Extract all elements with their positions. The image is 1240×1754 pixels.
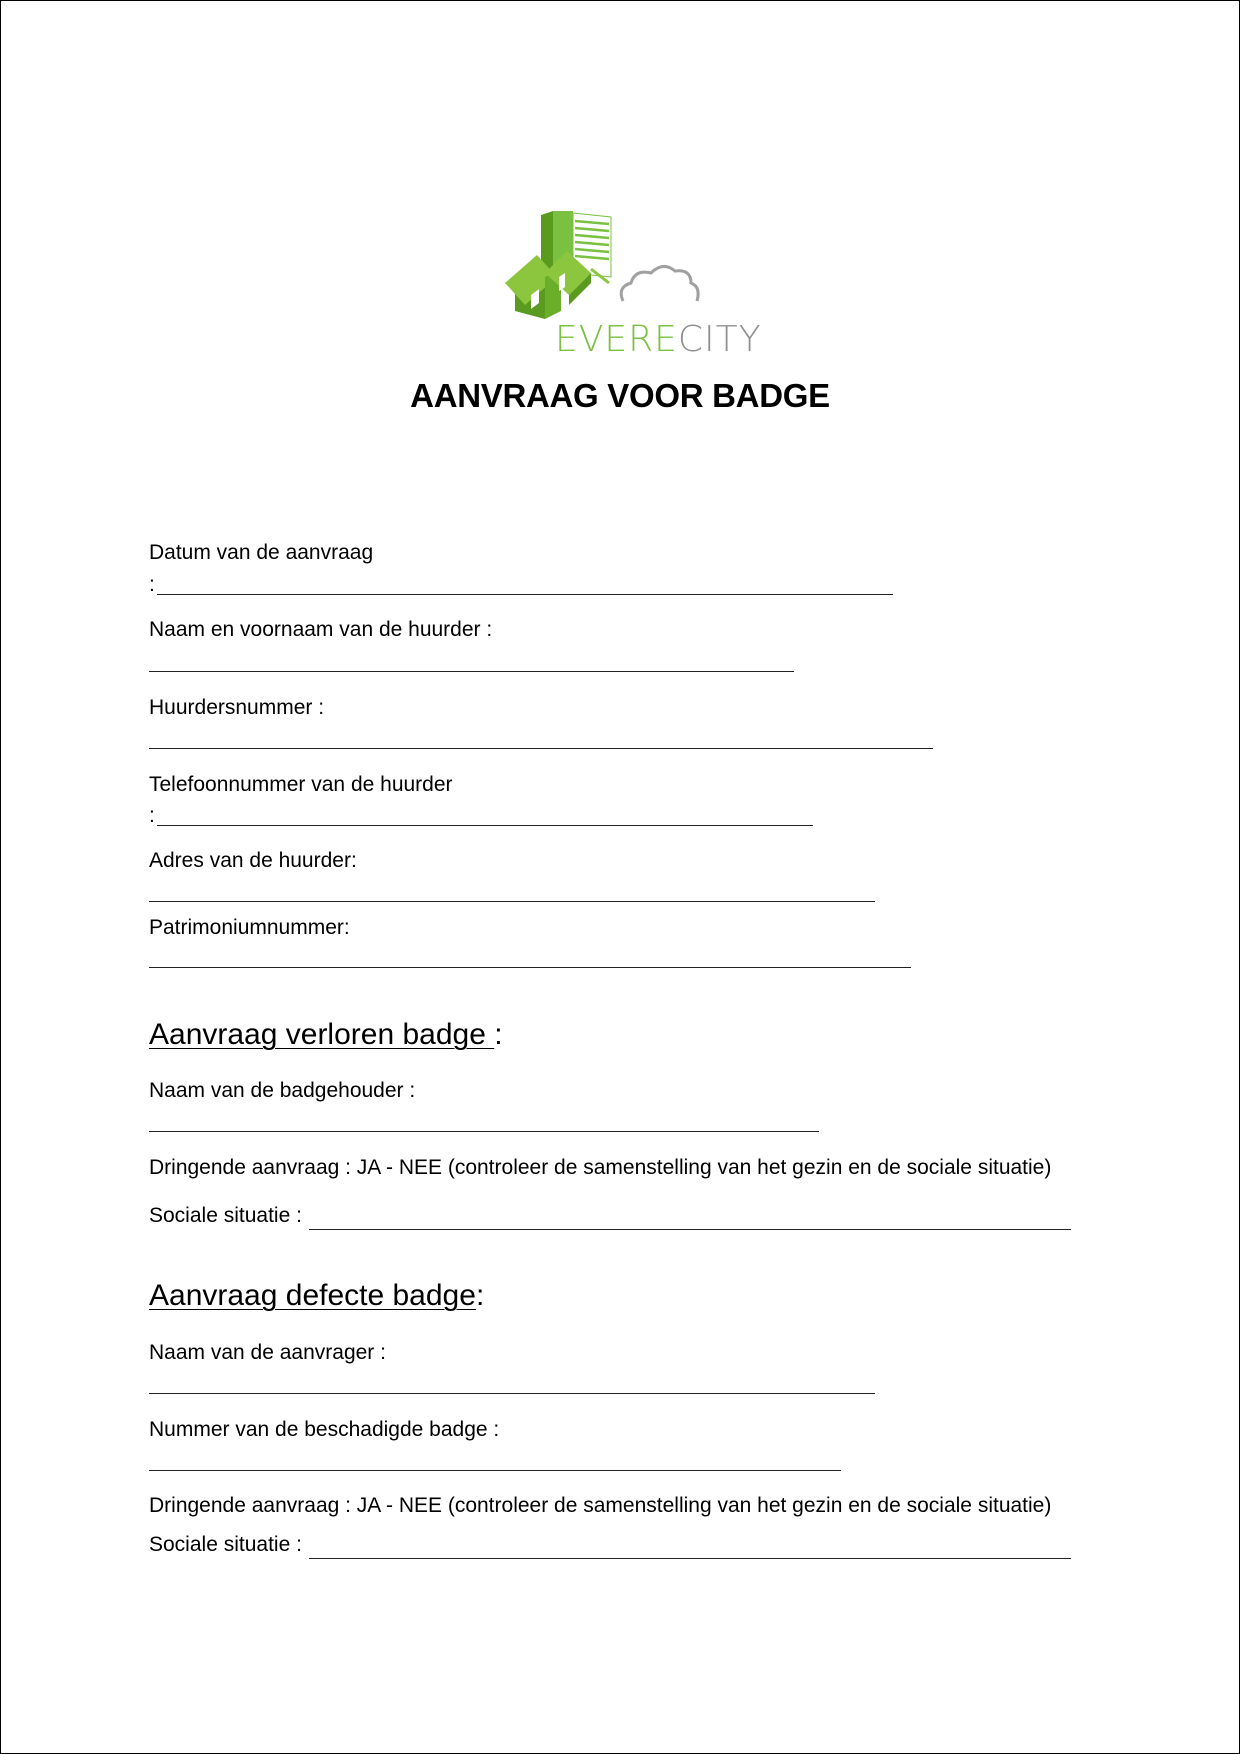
label-social-defect: Sociale situatie : xyxy=(149,1533,302,1556)
field-tenant-number[interactable] xyxy=(149,748,933,749)
label-tenant-address: Adres van de huurder: xyxy=(149,849,357,872)
heading-lost-badge xyxy=(149,1018,503,1052)
heading-lost-badge-colon: : xyxy=(494,1018,503,1051)
field-social-lost[interactable] xyxy=(309,1229,1071,1230)
brand-name xyxy=(555,319,762,360)
heading-defect-badge xyxy=(149,1279,484,1313)
heading-defect-badge-colon: : xyxy=(475,1279,485,1312)
label-patrimony-number: Patrimoniumnummer: xyxy=(149,916,350,939)
field-requester-name[interactable] xyxy=(149,1393,875,1394)
label-requester-name: Naam van de aanvrager : xyxy=(149,1341,386,1364)
label-social-lost: Sociale situatie : xyxy=(149,1204,302,1227)
label-request-date: Datum van de aanvraag xyxy=(149,541,374,564)
heading-lost-badge-text: Aanvraag verloren badge xyxy=(149,1018,495,1051)
everecity-logo xyxy=(505,211,762,361)
building-logo-icon xyxy=(505,211,735,321)
field-tenant-name[interactable] xyxy=(149,671,794,672)
field-damaged-badge-number[interactable] xyxy=(149,1470,841,1471)
field-tenant-phone[interactable] xyxy=(157,825,813,826)
page-title: AANVRAAG VOOR BADGE xyxy=(410,377,830,414)
colon-request-date: : xyxy=(149,573,155,596)
field-tenant-address[interactable] xyxy=(149,901,875,902)
brand-part-city: CITY xyxy=(677,319,762,360)
field-social-defect[interactable] xyxy=(309,1558,1071,1559)
field-request-date[interactable] xyxy=(157,594,893,595)
label-tenant-phone: Telefoonnummer van de huurder xyxy=(149,773,453,796)
label-urgent-defect: Dringende aanvraag : JA - NEE (controleer de samenstelling van het gezin en de sociale situatie) xyxy=(149,1494,1052,1517)
colon-tenant-phone: : xyxy=(149,804,155,827)
label-badge-holder: Naam van de badgehouder : xyxy=(149,1079,416,1102)
label-damaged-badge-number: Nummer van de beschadigde badge : xyxy=(149,1418,500,1441)
field-badge-holder[interactable] xyxy=(149,1131,819,1132)
heading-defect-badge-text: Aanvraag defecte badge xyxy=(149,1279,476,1312)
label-tenant-number: Huurdersnummer : xyxy=(149,696,325,719)
brand-part-evere: EVERE xyxy=(555,319,678,360)
field-patrimony-number[interactable] xyxy=(149,967,911,968)
label-urgent-lost: Dringende aanvraag : JA - NEE (controleer de samenstelling van het gezin en de sociale situatie) xyxy=(149,1156,1052,1179)
label-tenant-name: Naam en voornaam van de huurder : xyxy=(149,618,493,641)
